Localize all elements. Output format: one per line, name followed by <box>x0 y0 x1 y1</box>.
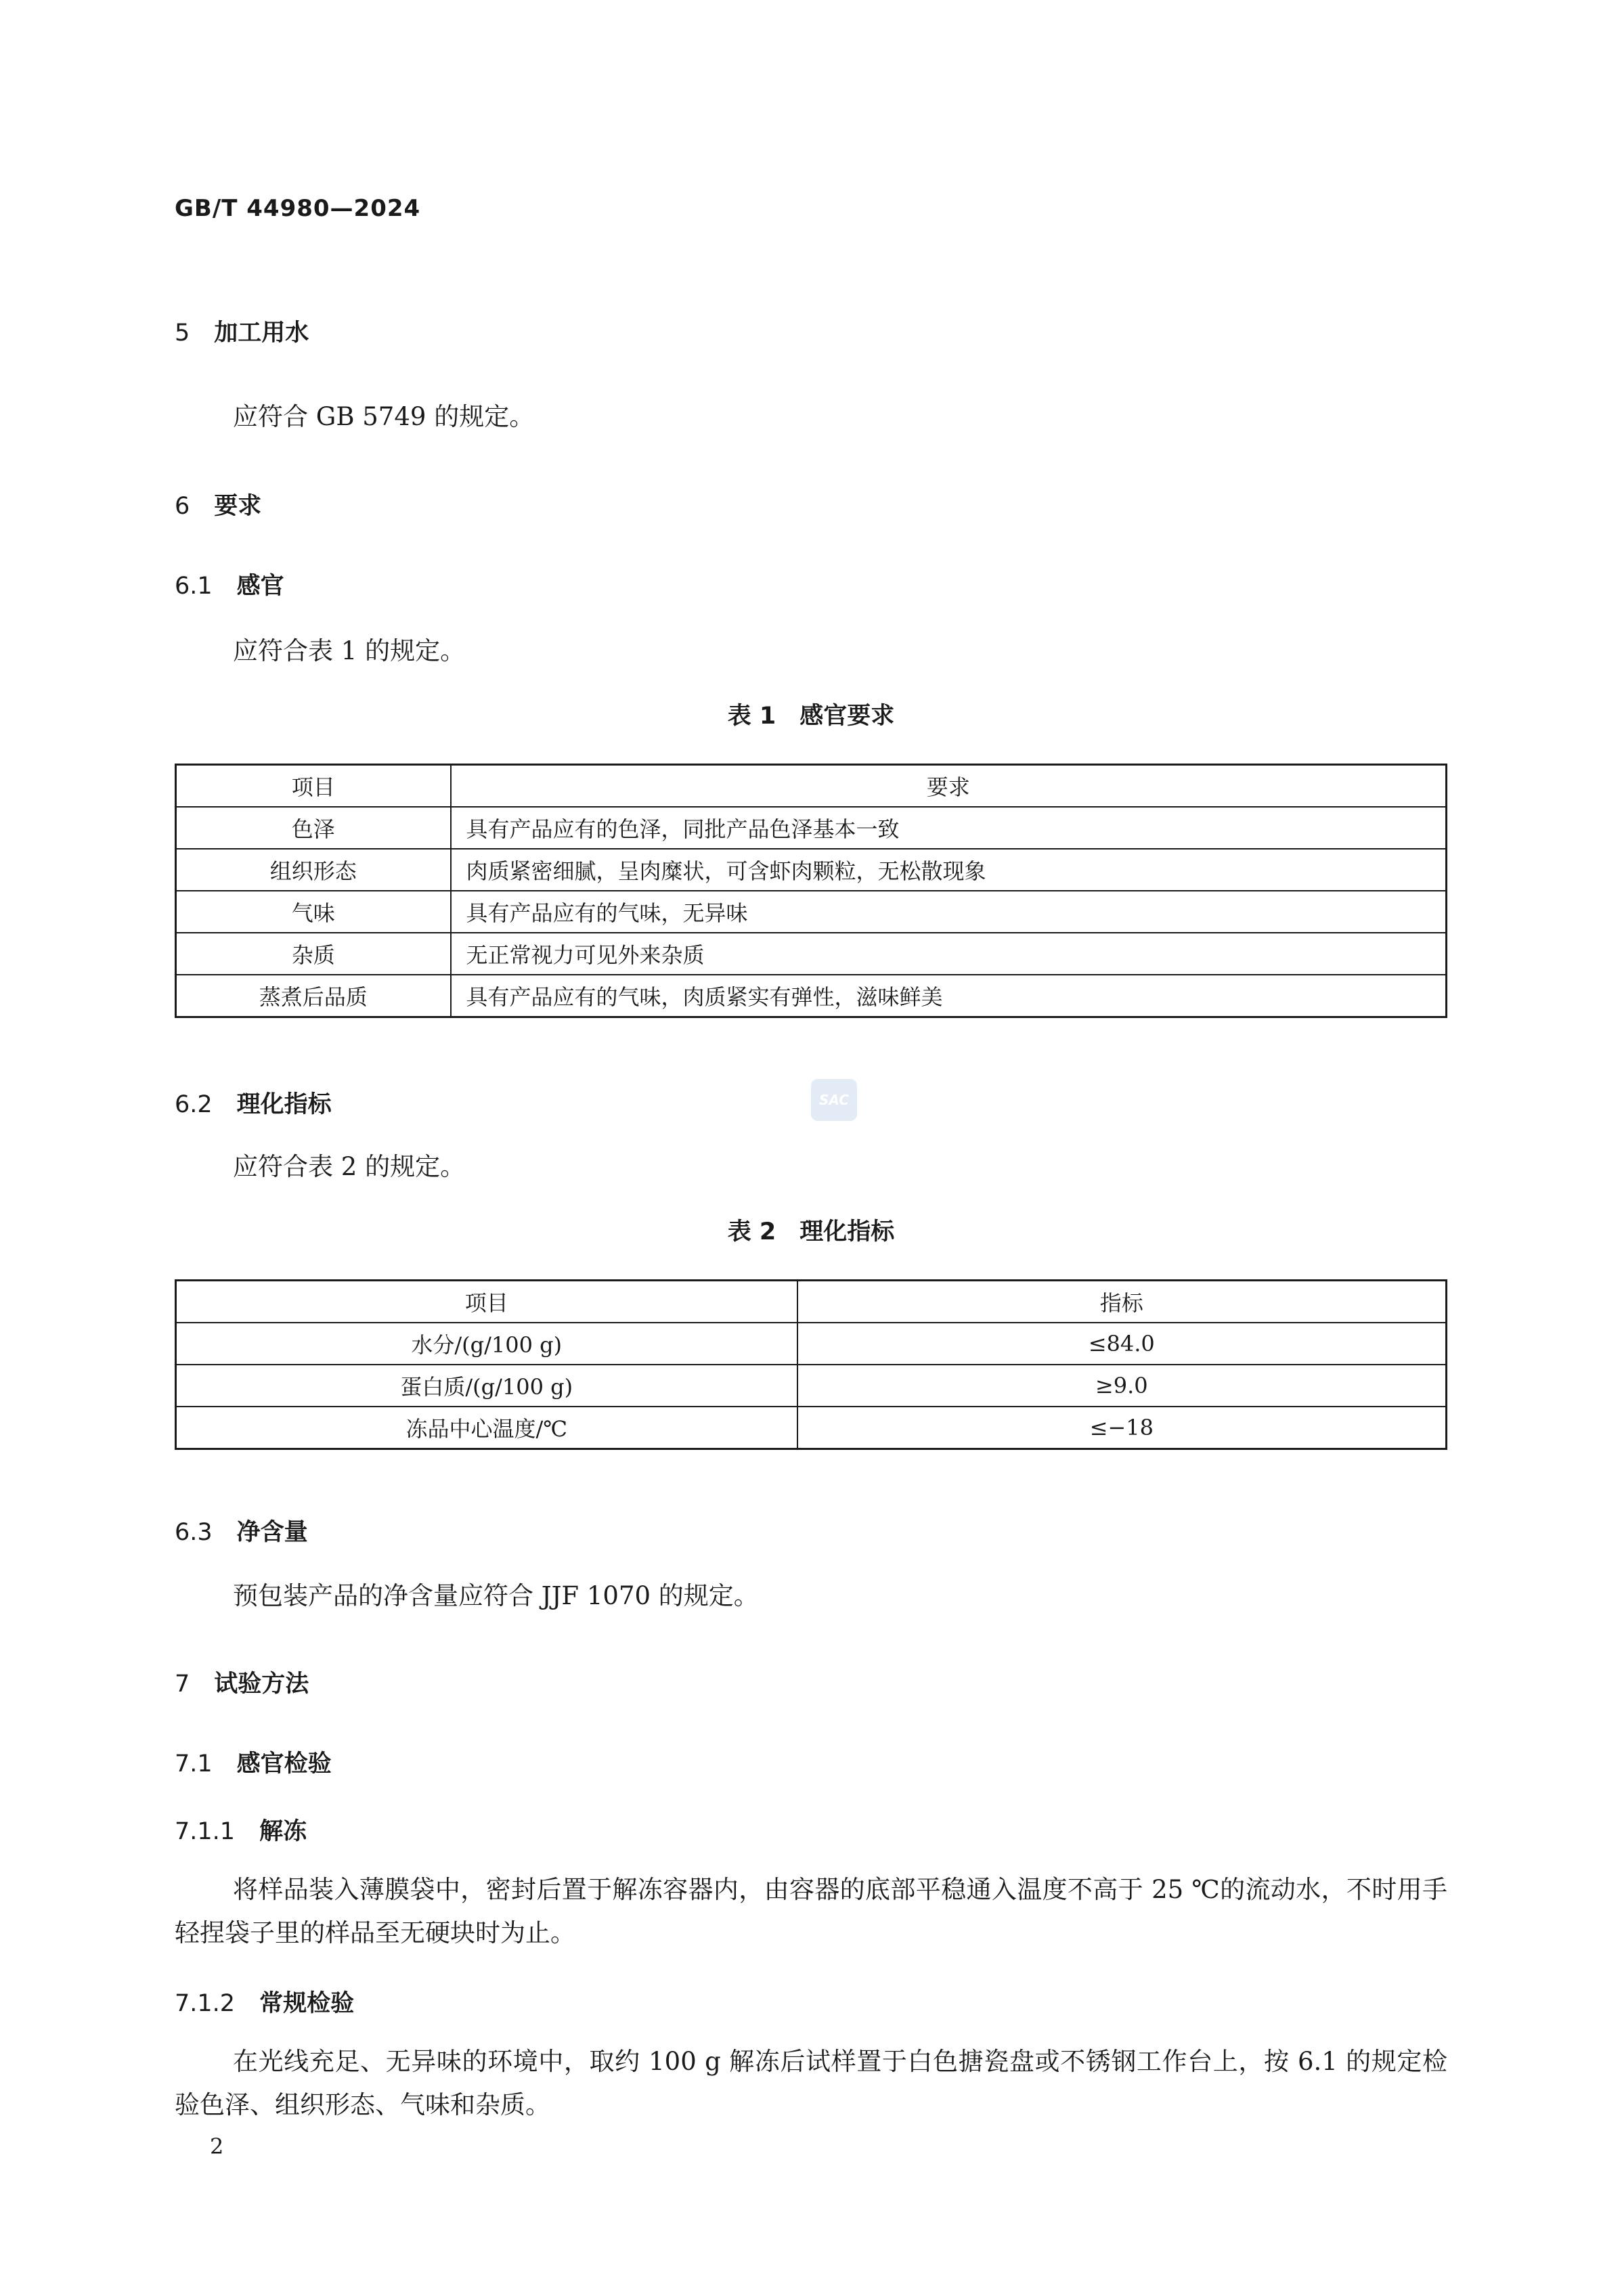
table-row <box>176 891 1447 933</box>
requirement-cell: 具有产品应有的色泽，同批产品色泽基本一致 <box>451 807 1447 849</box>
item-cell: 杂质 <box>176 933 451 975</box>
section-title: 加工用水 <box>214 319 309 347</box>
column-header-item: 项目 <box>176 1281 797 1323</box>
table-1-sensory <box>175 764 1447 1018</box>
section-6-2-text: 应符合表 2 的规定。 <box>233 1152 466 1181</box>
section-number: 6.2 <box>175 1091 213 1118</box>
item-cell: 水分/(g/100 g) <box>176 1323 797 1365</box>
item-cell: 冻品中心温度/℃ <box>176 1407 797 1449</box>
section-7-1-1-text: 将样品装入薄膜袋中，密封后置于解冻容器内，由容器的底部平稳通入温度不高于 25 ℃的流动水，不时用手轻捏袋子里的样品至无硬块时为止。 <box>175 1875 1447 1947</box>
section-title: 常规检验 <box>259 1990 355 2017</box>
page-number: 2 <box>210 2134 224 2159</box>
section-5-text: 应符合 GB 5749 的规定。 <box>233 402 535 431</box>
table-header-row <box>176 1281 1447 1323</box>
section-number: 6 <box>175 493 190 520</box>
section-6-heading <box>175 487 261 521</box>
table-row <box>176 1365 1447 1407</box>
table-row <box>176 975 1447 1017</box>
table-row <box>176 933 1447 975</box>
section-title: 试验方法 <box>214 1671 309 1698</box>
table-header-row <box>176 765 1447 808</box>
table-row <box>176 1407 1447 1449</box>
section-number: 6.1 <box>175 573 213 600</box>
table-row <box>176 1323 1447 1365</box>
requirement-cell: 具有产品应有的气味，肉质紧实有弹性，滋味鲜美 <box>451 975 1447 1017</box>
sac-watermark-logo <box>811 1079 857 1121</box>
section-number: 7.1 <box>175 1750 213 1778</box>
index-cell: ≥9.0 <box>797 1365 1447 1407</box>
index-cell: ≤84.0 <box>797 1323 1447 1365</box>
column-header-item: 项目 <box>176 765 451 808</box>
section-7-heading <box>175 1665 309 1699</box>
section-number: 7 <box>175 1671 190 1698</box>
item-cell: 色泽 <box>176 807 451 849</box>
section-6-1-heading <box>175 567 284 601</box>
section-number: 7.1.1 <box>175 1818 236 1845</box>
section-7-1-2-text: 在光线充足、无异味的环境中，取约 100 g 解冻后试样置于白色搪瓷盘或不锈钢工作台上，按 6.1 的规定检验色泽、组织形态、气味和杂质。 <box>175 2047 1447 2119</box>
section-5-heading <box>175 314 309 348</box>
section-title: 净含量 <box>236 1519 308 1546</box>
table-row <box>176 849 1447 891</box>
section-title: 解冻 <box>259 1818 307 1845</box>
section-title: 感官检验 <box>236 1750 332 1778</box>
table-2-physicochemical <box>175 1279 1447 1450</box>
table-1-caption: 表 1 感官要求 <box>727 703 895 730</box>
item-cell: 气味 <box>176 891 451 933</box>
section-6-1-text: 应符合表 1 的规定。 <box>233 636 466 665</box>
section-title: 要求 <box>214 493 262 520</box>
table-2-caption: 表 2 理化指标 <box>727 1218 895 1245</box>
section-6-3-heading <box>175 1514 308 1547</box>
section-6-2-heading <box>175 1086 332 1120</box>
requirement-cell: 无正常视力可见外来杂质 <box>451 933 1447 975</box>
section-7-1-1-heading <box>175 1813 307 1847</box>
item-cell: 组织形态 <box>176 849 451 891</box>
section-7-1-2-heading <box>175 1985 354 2018</box>
index-cell: ≤−18 <box>797 1407 1447 1449</box>
section-title: 理化指标 <box>236 1091 332 1118</box>
section-title: 感官 <box>236 573 284 600</box>
item-cell: 蒸煮后品质 <box>176 975 451 1017</box>
section-number: 7.1.2 <box>175 1990 236 2017</box>
section-number: 5 <box>175 319 190 347</box>
requirement-cell: 具有产品应有的气味，无异味 <box>451 891 1447 933</box>
section-6-3-text: 预包装产品的净含量应符合 JJF 1070 的规定。 <box>233 1581 759 1610</box>
watermark-text: SAC <box>819 1092 849 1108</box>
table-row <box>176 807 1447 849</box>
section-7-1-heading <box>175 1745 332 1779</box>
column-header-requirement: 要求 <box>451 765 1447 808</box>
column-header-index: 指标 <box>797 1281 1447 1323</box>
requirement-cell: 肉质紧密细腻，呈肉糜状，可含虾肉颗粒，无松散现象 <box>451 849 1447 891</box>
standard-code: GB/T 44980—2024 <box>175 195 421 222</box>
section-number: 6.3 <box>175 1519 213 1546</box>
item-cell: 蛋白质/(g/100 g) <box>176 1365 797 1407</box>
